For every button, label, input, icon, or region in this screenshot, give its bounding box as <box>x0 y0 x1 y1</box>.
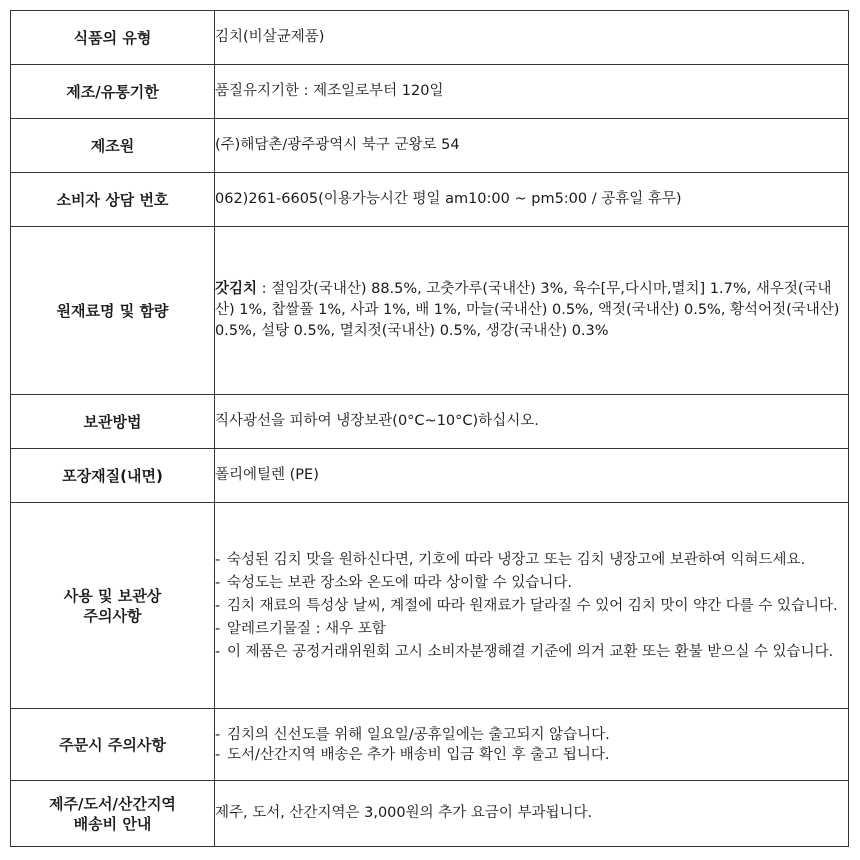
table-row <box>11 119 849 173</box>
row-value-packaging: 폴리에틸렌 (PE) <box>215 449 849 503</box>
row-label-shipping-fee <box>11 781 215 847</box>
row-label-usage-caution <box>11 503 215 709</box>
usage-caution-label-line-1: 사용 및 보관상 <box>63 586 162 605</box>
order-caution-list <box>215 725 848 765</box>
shipping-fee-label-line-2: 배송비 안내 <box>73 814 152 833</box>
ingredients-text: : 절임갓(국내산) 88.5%, 고춧가루(국내산) 3%, 육수[무,다시마,멸치] 1.7%, 새우젓(국내산) 1%, 찹쌀풀 1%, 사과 1%, 배 1%, 마늘(국내산) 0.5%, 액젓(국내산) 0.5%, 황석어젓(국내산) 0.5%, 설탕 0.5%, 멸치젓(국내산) 0.5%, 생강(국내산) 0.3% <box>215 281 840 339</box>
usage-caution-list <box>215 550 848 662</box>
row-label-food-type: 식품의 유형 <box>11 11 215 65</box>
row-value-expiry: 품질유지기한 : 제조일로부터 120일 <box>215 65 849 119</box>
table-row <box>11 449 849 503</box>
list-item: - 숙성도는 보관 장소와 온도에 따라 상이할 수 있습니다. <box>215 573 848 593</box>
row-value-food-type: 김치(비살균제품) <box>215 11 849 65</box>
row-label-ingredients: 원재료명 및 함량 <box>11 227 215 395</box>
row-label-storage: 보관방법 <box>11 395 215 449</box>
row-label-consumer-phone: 소비자 상담 번호 <box>11 173 215 227</box>
list-item: - 숙성된 김치 맛을 원하신다면, 기호에 따라 냉장고 또는 김치 냉장고에 보관하여 익혀드세요. <box>215 550 848 570</box>
shipping-fee-label-line-1: 제주/도서/산간지역 <box>49 794 176 813</box>
row-value-order-caution <box>215 709 849 781</box>
list-item: - 알레르기물질 : 새우 포함 <box>215 619 848 639</box>
row-label-packaging: 포장재질(내면) <box>11 449 215 503</box>
ingredients-product-name: 갓김치 <box>215 281 258 297</box>
list-item: - 이 제품은 공정거래위원회 고시 소비자분쟁해결 기준에 의거 교환 또는 환불 받으실 수 있습니다. <box>215 642 848 662</box>
list-item: - 도서/산간지역 배송은 추가 배송비 입금 확인 후 출고 됩니다. <box>215 745 848 765</box>
table-row <box>11 65 849 119</box>
row-label-order-caution: 주문시 주의사항 <box>11 709 215 781</box>
table-row <box>11 173 849 227</box>
list-item: - 김치 재료의 특성상 날씨, 계절에 따라 원재료가 달라질 수 있어 김치 맛이 약간 다를 수 있습니다. <box>215 596 848 616</box>
list-item: - 김치의 신선도를 위해 일요일/공휴일에는 출고되지 않습니다. <box>215 725 848 745</box>
table-row <box>11 11 849 65</box>
row-value-shipping-fee: 제주, 도서, 산간지역은 3,000원의 추가 요금이 부과됩니다. <box>215 781 849 847</box>
row-label-expiry: 제조/유통기한 <box>11 65 215 119</box>
table-row <box>11 781 849 847</box>
table-row <box>11 709 849 781</box>
table-row <box>11 227 849 395</box>
row-label-manufacturer: 제조원 <box>11 119 215 173</box>
table-row <box>11 503 849 709</box>
usage-caution-label-line-2: 주의사항 <box>83 606 142 625</box>
product-info-table <box>10 10 849 847</box>
row-value-ingredients <box>215 227 849 395</box>
row-value-usage-caution <box>215 503 849 709</box>
table-row <box>11 395 849 449</box>
row-value-consumer-phone: 062)261-6605(이용가능시간 평일 am10:00 ~ pm5:00 / 공휴일 휴무) <box>215 173 849 227</box>
row-value-storage: 직사광선을 피하여 냉장보관(0°C~10°C)하십시오. <box>215 395 849 449</box>
row-value-manufacturer: (주)해담촌/광주광역시 북구 군왕로 54 <box>215 119 849 173</box>
